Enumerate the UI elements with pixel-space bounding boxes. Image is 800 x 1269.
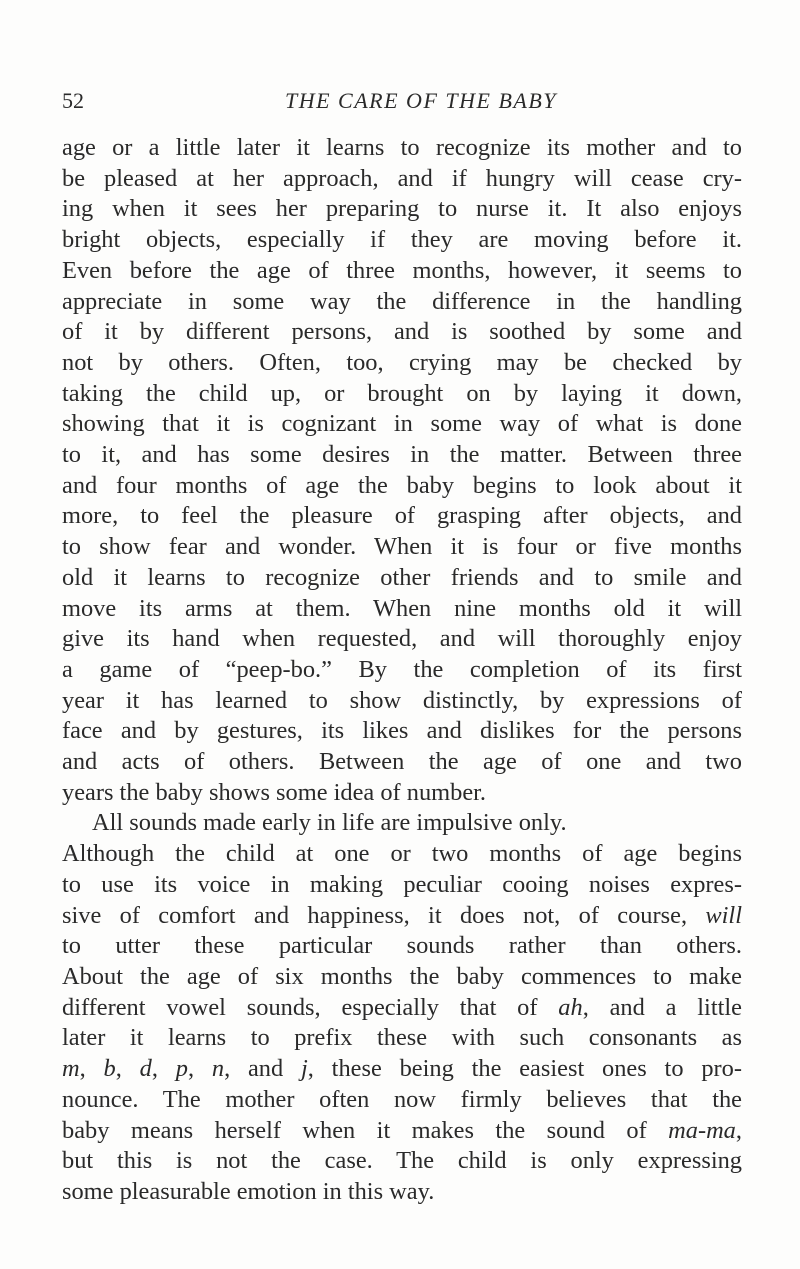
text-line: a game of “peep-bo.” By the completion of its first	[62, 655, 742, 683]
text-line: different vowel sounds, especially that of ah, and a little	[62, 993, 742, 1021]
text-line: year it has learned to show distinctly, by expressions of	[62, 686, 742, 714]
text-line: more, to feel the pleasure of grasping after objects, and	[62, 502, 742, 530]
text-line: appreciate in some way the difference in the handling	[62, 287, 742, 315]
text-line: taking the child up, or brought on by laying it down,	[62, 379, 742, 407]
text-line: old it learns to recognize other friends and to smile and	[62, 563, 742, 591]
paragraph-1	[62, 133, 742, 808]
text-line: but this is not the case. The child is only expressing	[62, 1147, 742, 1175]
running-title: THE CARE OF THE BABY	[285, 88, 557, 113]
text-line: and four months of age the baby begins to look about it	[62, 471, 742, 499]
text-line: of it by different persons, and is soothed by some and	[62, 318, 742, 346]
text-line: Even before the age of three months, however, it seems to	[62, 256, 742, 284]
text-line: m, b, d, p, n, and j, these being the easiest ones to pro-	[62, 1055, 742, 1083]
running-head	[62, 86, 740, 116]
text-line: to utter these particular sounds rather than others.	[62, 932, 742, 960]
text-line: years the baby shows some idea of number.	[62, 778, 487, 806]
text-line: be pleased at her approach, and if hungry will cease cry-	[62, 164, 742, 192]
text-line: face and by gestures, its likes and dislikes for the persons	[62, 717, 742, 745]
text-line: to it, and has some desires in the matter. Between three	[62, 441, 742, 469]
paragraph-2	[62, 808, 742, 1207]
text-line: sive of comfort and happiness, it does not, of course, will	[62, 901, 742, 929]
body-text	[62, 133, 742, 1208]
text-line: to show fear and wonder. When it is four or five months	[62, 533, 742, 561]
text-line: About the age of six months the baby commences to make	[62, 962, 742, 990]
page-number: 52	[62, 88, 84, 113]
text-line: move its arms at them. When nine months old it will	[62, 594, 742, 622]
text-line: showing that it is cognizant in some way of what is done	[62, 410, 742, 438]
text-line: to use its voice in making peculiar cooing noises expres-	[62, 870, 742, 898]
text-line: ing when it sees her preparing to nurse it. It also enjoys	[62, 195, 742, 223]
text-line: and acts of others. Between the age of one and two	[62, 748, 742, 776]
text-line: baby means herself when it makes the sound of ma-ma,	[62, 1116, 742, 1144]
text-line: later it learns to prefix these with such consonants as	[62, 1024, 742, 1052]
text-line: not by others. Often, too, crying may be checked by	[62, 348, 742, 376]
text-line: bright objects, especially if they are moving before it.	[62, 226, 742, 254]
text-line: some pleasurable emotion in this way.	[62, 1177, 435, 1205]
text-line: age or a little later it learns to recognize its mother and to	[62, 134, 742, 161]
text-line: Although the child at one or two months of age begins	[62, 840, 742, 868]
text-line: nounce. The mother often now firmly believes that the	[62, 1085, 742, 1113]
text-line: give its hand when requested, and will thoroughly enjoy	[62, 625, 742, 653]
text-line: All sounds made early in life are impulsive only.	[92, 809, 567, 837]
